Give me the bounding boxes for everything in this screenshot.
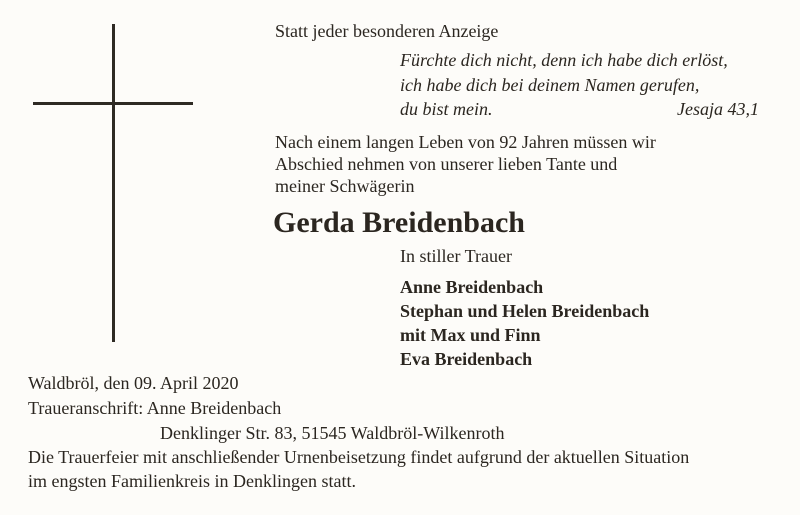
mourner-name: Stephan und Helen Breidenbach [400, 301, 650, 321]
quote-line: Fürchte dich nicht, denn ich habe dich erlöst, [400, 50, 728, 70]
mourning-address-street: Denklinger Str. 83, 51545 Waldbröl-Wilkenroth [160, 423, 505, 443]
cross-icon-vertical [112, 24, 115, 342]
quote-line: ich habe dich bei deinem Namen gerufen, [400, 75, 700, 95]
cross-icon-horizontal [33, 102, 193, 105]
mourner-name: Anne Breidenbach [400, 277, 544, 297]
quote-line: du bist mein. [400, 99, 493, 119]
intro-text: Statt jeder besonderen Anzeige [275, 21, 499, 41]
deceased-name: Gerda Breidenbach [273, 206, 525, 239]
mourner-name: Eva Breidenbach [400, 349, 533, 369]
funeral-info-line: im engsten Familienkreis in Denklingen statt. [28, 471, 356, 491]
funeral-info-line: Die Trauerfeier mit anschließender Urnenbeisetzung findet aufgrund der aktuellen Situation [28, 447, 690, 467]
mourning-heading: In stiller Trauer [400, 246, 512, 266]
message-line: meiner Schwägerin [275, 176, 415, 196]
place-date: Waldbröl, den 09. April 2020 [28, 373, 239, 393]
mourning-address-label: Traueranschrift: Anne Breidenbach [28, 398, 282, 418]
quote-reference: Jesaja 43,1 [677, 99, 759, 119]
message-line: Nach einem langen Leben von 92 Jahren müssen wir [275, 132, 656, 152]
message-line: Abschied nehmen von unserer lieben Tante und [275, 154, 618, 174]
mourner-name: mit Max und Finn [400, 325, 541, 345]
